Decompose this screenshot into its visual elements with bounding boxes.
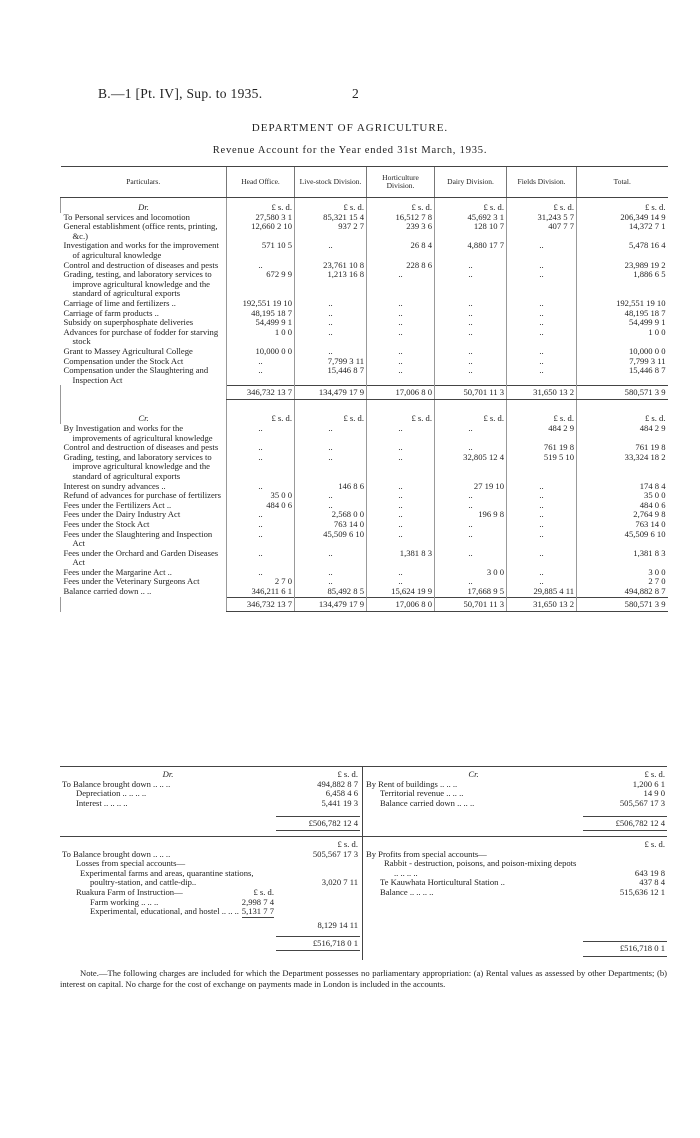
amount-cell: .. <box>227 366 295 385</box>
amount-cell: 10,000 0 0 <box>227 347 295 357</box>
amount-cell: .. <box>227 520 295 530</box>
total-cell: 134,479 17 9 <box>295 385 367 400</box>
amount-cell: 3 0 0 <box>435 568 507 578</box>
credit-totals <box>61 597 668 612</box>
amount-cell: 54,499 9 1 <box>227 318 295 328</box>
divider <box>362 766 363 960</box>
list-item: Rabbit - destruction, poisons, and poison-mixing depots .. .. .. .. 643 19 8 <box>384 858 665 878</box>
amount-cell: 146 8 6 <box>295 482 367 492</box>
list-item: Balance carried down .. .. .. 505,567 17 3 <box>380 797 665 808</box>
amount-cell: .. <box>435 577 507 587</box>
credit-label: Cr. <box>468 769 479 779</box>
totals-row <box>61 385 668 400</box>
lsd-header: £ s. d. <box>507 400 577 424</box>
amount-cell: .. <box>367 443 435 453</box>
amount-cell: .. <box>507 347 577 357</box>
column-header: Particulars. <box>61 167 227 198</box>
credit-label: Cr. <box>61 400 227 424</box>
amount-cell: .. <box>367 530 435 549</box>
amount-cell: 16,512 7 8 <box>367 213 435 223</box>
amount-cell: 937 2 7 <box>295 222 367 241</box>
amount-cell: .. <box>367 347 435 357</box>
lsd-header: £ s. d. <box>295 400 367 424</box>
row-particulars: Fees under the Fertilizers Act .. <box>63 499 172 510</box>
amount-cell: .. <box>227 453 295 482</box>
amount-cell: 484 2 9 <box>577 424 668 443</box>
lsd-header: £ s. d. <box>577 400 668 424</box>
amount-cell: .. <box>507 491 577 501</box>
amount-cell: 1 0 0 <box>227 328 295 347</box>
amount-cell: .. <box>367 510 435 520</box>
amount-cell: .. <box>435 520 507 530</box>
column-header: Head Office. <box>227 167 295 198</box>
amount-cell: .. <box>367 309 435 319</box>
total-cell: 17,006 8 0 <box>367 597 435 612</box>
amount-cell: .. <box>507 357 577 367</box>
amount-cell: 7,799 3 11 <box>577 357 668 367</box>
amount-cell: 407 7 7 <box>507 222 577 241</box>
list-item: By Profits from special accounts— <box>366 848 487 859</box>
amount-cell: 54,499 9 1 <box>577 318 668 328</box>
amount-cell: 192,551 19 10 <box>227 299 295 309</box>
amount-cell: .. <box>227 549 295 568</box>
row-particulars: Compensation under the Slaughtering and Inspection Act <box>63 365 209 385</box>
amount-cell: 763 14 0 <box>295 520 367 530</box>
list-item: Interest .. .. .. .. 5,441 19 3 <box>76 797 358 808</box>
amount-cell: .. <box>507 261 577 271</box>
amount-cell: .. <box>367 520 435 530</box>
amount-cell: 761 19 8 <box>577 443 668 453</box>
amount-cell: 15,446 8 7 <box>577 366 668 385</box>
amount-cell: 761 19 8 <box>507 443 577 453</box>
total-cell: 580,571 3 9 <box>577 597 668 612</box>
amount-cell: .. <box>435 270 507 299</box>
amount-cell: 4,880 17 7 <box>435 241 507 260</box>
amount-cell: .. <box>367 357 435 367</box>
amount-cell: .. <box>295 443 367 453</box>
row-particulars: Fees under the Slaughtering and Inspection Act <box>63 528 213 549</box>
table-header-row <box>61 167 668 198</box>
amount-cell: 27,580 3 1 <box>227 213 295 223</box>
amount-cell: .. <box>295 453 367 482</box>
list-item: Balance .. .. .. .. 515,636 12 1 <box>380 886 665 897</box>
totals-row <box>61 597 668 612</box>
amount-cell: 2 7 0 <box>227 577 295 587</box>
amount-cell: .. <box>227 530 295 549</box>
amount-cell: 206,349 14 9 <box>577 213 668 223</box>
table-row <box>61 424 668 443</box>
amount-cell: .. <box>507 328 577 347</box>
profit-loss-credit <box>364 770 667 831</box>
amount-cell: 45,509 6 10 <box>295 530 367 549</box>
amount-cell: 23,761 10 8 <box>295 261 367 271</box>
debit-label: Dr. <box>162 769 174 779</box>
amount-cell: .. <box>295 577 367 587</box>
list-item: Farm working .. .. .. 2,998 7 4 <box>90 896 274 907</box>
amount-cell: 484 0 6 <box>227 501 295 511</box>
amount-cell: .. <box>367 424 435 443</box>
amount-cell: .. <box>435 347 507 357</box>
amount-cell: 192,551 19 10 <box>577 299 668 309</box>
amount-cell: 1,381 8 3 <box>577 549 668 568</box>
credit-heading-row <box>61 400 668 424</box>
table-row <box>61 241 668 260</box>
amount-cell: 3 0 0 <box>577 568 668 578</box>
row-particulars: Interest on sundry advances .. <box>63 480 166 491</box>
amount-cell: .. <box>227 261 295 271</box>
list-item: To Balance brought down .. .. .. 505,567 17 3 <box>62 848 358 859</box>
amount-cell: 519 5 10 <box>507 453 577 482</box>
total-cell: 17,006 8 0 <box>367 385 435 400</box>
amount-cell: .. <box>435 309 507 319</box>
debit-heading-row <box>61 198 668 213</box>
amount-cell: 1,213 16 8 <box>295 270 367 299</box>
list-item: Experimental farms and areas, quarantine stations, poultry-station, and cattle-dip.. 3,020 7 11 <box>80 867 358 888</box>
amount-cell: 17,668 9 5 <box>435 587 507 597</box>
amount-cell: .. <box>367 270 435 299</box>
amount-cell: .. <box>227 424 295 443</box>
amount-cell: .. <box>435 424 507 443</box>
amount-cell: 346,211 6 1 <box>227 587 295 597</box>
amount-cell: .. <box>295 491 367 501</box>
amount-cell: 26 8 4 <box>367 241 435 260</box>
amount-cell: 10,000 0 0 <box>577 347 668 357</box>
row-particulars: Balance carried down .. .. <box>63 586 152 597</box>
row-particulars: General establishment (office rents, printing, &c.) <box>63 221 218 241</box>
amount-cell: .. <box>435 501 507 511</box>
total-cell: 50,701 11 3 <box>435 385 507 400</box>
revenue-account-table <box>60 166 668 612</box>
column-header: Fields Division. <box>507 167 577 198</box>
lsd-header: £ s. d. <box>367 198 435 213</box>
amount-cell: .. <box>507 549 577 568</box>
amount-cell: 2,764 9 8 <box>577 510 668 520</box>
amount-cell: .. <box>367 299 435 309</box>
amount-cell: .. <box>295 241 367 260</box>
row-particulars: To Personal services and locomotion <box>63 211 190 222</box>
total-cell: 31,650 13 2 <box>507 597 577 612</box>
table-row <box>61 328 668 347</box>
amount-cell: 29,885 4 11 <box>507 587 577 597</box>
amount-cell: .. <box>367 318 435 328</box>
amount-cell: 45,692 3 1 <box>435 213 507 223</box>
table-row <box>61 549 668 568</box>
lsd-header: £ s. d. <box>507 198 577 213</box>
amount-cell: .. <box>435 261 507 271</box>
amount-cell: .. <box>227 510 295 520</box>
amount-cell: .. <box>507 299 577 309</box>
row-particulars: Fees under the Stock Act <box>63 518 150 529</box>
list-item: Experimental, educational, and hostel .. .. .. 5,131 7 7 <box>90 906 274 917</box>
amount-cell: 27 19 10 <box>435 482 507 492</box>
amount-cell: 228 8 6 <box>367 261 435 271</box>
amount-cell: 35 0 0 <box>227 491 295 501</box>
list-item: Depreciation .. .. .. .. 6,458 4 6 <box>76 788 358 799</box>
debit-section <box>61 198 668 386</box>
debit-totals <box>61 385 668 400</box>
amount-cell: 239 3 6 <box>367 222 435 241</box>
amount-cell: 1,381 8 3 <box>367 549 435 568</box>
amount-cell: 14,372 7 1 <box>577 222 668 241</box>
table-row <box>61 270 668 299</box>
account-total: £506,782 12 4 <box>276 816 360 831</box>
total-cell: 346,732 13 7 <box>227 385 295 400</box>
amount-cell: .. <box>507 309 577 319</box>
divider <box>60 766 667 767</box>
amount-cell: .. <box>227 357 295 367</box>
amount-cell: 12,660 2 10 <box>227 222 295 241</box>
amount-cell: .. <box>435 549 507 568</box>
lsd-header: £ s. d. <box>435 198 507 213</box>
amount-cell: .. <box>435 318 507 328</box>
total-cell: 346,732 13 7 <box>227 597 295 612</box>
list-item: Losses from special accounts— <box>76 858 186 869</box>
amount-cell: .. <box>295 347 367 357</box>
amount-cell: .. <box>367 453 435 482</box>
amount-cell: .. <box>295 328 367 347</box>
amount-cell: .. <box>295 309 367 319</box>
row-particulars: Compensation under the Stock Act <box>63 355 184 366</box>
amount-cell: .. <box>367 491 435 501</box>
document-code: B.—1 [Pt. IV], Sup. to 1935. <box>98 86 263 101</box>
amount-cell: .. <box>507 510 577 520</box>
amount-cell: .. <box>367 366 435 385</box>
row-particulars: Grading, testing, and laboratory services to improve agricultural knowledge and the standard of agricultural exports <box>63 269 212 299</box>
lsd-header: £ s. d. <box>227 198 295 213</box>
amount-cell: .. <box>507 501 577 511</box>
table-row <box>61 453 668 482</box>
row-particulars: Grading, testing, and laboratory services to improve agricultural knowledge and the standard of agricultural exports <box>63 451 212 481</box>
row-particulars: Refund of advances for purchase of fertilizers <box>63 490 221 501</box>
total-cell: 50,701 11 3 <box>435 597 507 612</box>
amount-cell: .. <box>295 318 367 328</box>
amount-cell: 5,478 16 4 <box>577 241 668 260</box>
amount-cell: 763 14 0 <box>577 520 668 530</box>
row-particulars: Investigation and works for the improvement of agricultural knowledge <box>63 240 219 260</box>
amount-cell: .. <box>295 424 367 443</box>
debit-label: Dr. <box>61 198 227 213</box>
amount-cell: 35 0 0 <box>577 491 668 501</box>
amount-cell: .. <box>227 443 295 453</box>
row-particulars: Subsidy on superphosphate deliveries <box>63 317 194 328</box>
table-row <box>61 587 668 597</box>
row-particulars: Fees under the Dairy Industry Act <box>63 509 181 520</box>
amount-cell: .. <box>295 549 367 568</box>
table-row <box>61 510 668 520</box>
amount-cell: 32,805 12 4 <box>435 453 507 482</box>
amount-cell: 15,446 8 7 <box>295 366 367 385</box>
amount-cell: .. <box>435 491 507 501</box>
amount-cell: 85,321 15 4 <box>295 213 367 223</box>
row-particulars: By Investigation and works for the improvements of agricultural knowledge <box>63 422 213 443</box>
amount-cell: 484 2 9 <box>507 424 577 443</box>
lsd-header: £ s. d. <box>227 400 295 424</box>
amount-cell: 1 0 0 <box>577 328 668 347</box>
amount-cell: .. <box>435 530 507 549</box>
total-cell: 134,479 17 9 <box>295 597 367 612</box>
amount-cell: .. <box>507 568 577 578</box>
amount-cell: 2,568 0 0 <box>295 510 367 520</box>
lsd-header: £ s. d. <box>367 400 435 424</box>
footnote: Note.—The following charges are included for which the Department possesses no parliamentary appropriation: (a) Rental values as assessed by other Departments; (b) interest on capital. No charge for the cost of exchange on payments made in London is included in the accounts. <box>60 968 667 989</box>
amount-cell: .. <box>367 577 435 587</box>
amount-cell: 23,989 19 2 <box>577 261 668 271</box>
amount-cell: .. <box>435 328 507 347</box>
amount-cell: .. <box>367 328 435 347</box>
amount-cell: .. <box>295 501 367 511</box>
amount-cell: 484 0 6 <box>577 501 668 511</box>
row-particulars: Control and destruction of diseases and pests <box>63 259 219 270</box>
balance-debit: £ s. d. To Balance brought down .. .. .. 505,567 17 3 Losses from special accounts— Experimental farms and areas, quarantine stations, poultry-station, and cattle-dip.. 3,020 7 11 Ruakura Farm of Instruction— £ s. d. Farm working .. .. .. 2,998 7 4 Experimental, educational, and hostel .. .. .. 5,131 7 7 8,129 14 11 £516,718 0 1 <box>60 840 360 951</box>
list-item: To Balance brought down .. .. .. 494,882 8 7 <box>62 778 358 789</box>
account-total: £516,718 0 1 <box>276 936 360 951</box>
amount-cell: 85,492 8 5 <box>295 587 367 597</box>
amount-cell: .. <box>227 568 295 578</box>
amount-cell: .. <box>367 482 435 492</box>
amount-cell: .. <box>295 299 367 309</box>
amount-cell: .. <box>507 482 577 492</box>
column-header: Horticulture Division. <box>367 167 435 198</box>
amount-cell: .. <box>507 270 577 299</box>
row-particulars: Carriage of lime and fertilizers .. <box>63 297 176 308</box>
account-total: £506,782 12 4 <box>583 816 667 831</box>
amount-cell: .. <box>367 568 435 578</box>
amount-cell: .. <box>507 241 577 260</box>
amount-cell: 15,624 19 9 <box>367 587 435 597</box>
amount-cell: 1,886 6 5 <box>577 270 668 299</box>
lsd-header: £ s. d. <box>644 769 665 779</box>
amount-cell: .. <box>435 299 507 309</box>
amount-cell: 7,799 3 11 <box>295 357 367 367</box>
amount-cell: 31,243 5 7 <box>507 213 577 223</box>
amount-cell: 48,195 18 7 <box>577 309 668 319</box>
amount-cell: .. <box>507 577 577 587</box>
page-title: DEPARTMENT OF AGRICULTURE. <box>251 122 449 134</box>
table-row <box>61 530 668 549</box>
amount-cell: .. <box>435 366 507 385</box>
amount-cell: 174 8 4 <box>577 482 668 492</box>
divider <box>60 836 667 837</box>
amount-cell: .. <box>507 366 577 385</box>
column-header: Dairy Division. <box>435 167 507 198</box>
amount-cell: .. <box>227 482 295 492</box>
amount-cell: 494,882 8 7 <box>577 587 668 597</box>
amount-cell: .. <box>295 568 367 578</box>
lsd-header: £ s. d. <box>577 198 668 213</box>
page-number: 2 <box>352 86 359 101</box>
total-cell: 31,650 13 2 <box>507 385 577 400</box>
amount-cell: .. <box>507 520 577 530</box>
table-row <box>61 577 668 587</box>
row-particulars: Fees under the Margarine Act .. <box>63 566 172 577</box>
list-item: Te Kauwhata Horticultural Station .. 437 8 4 <box>380 877 665 888</box>
amount-cell: 33,324 18 2 <box>577 453 668 482</box>
amount-cell: 571 10 5 <box>227 241 295 260</box>
row-particulars: Grant to Massey Agricultural College <box>63 345 193 356</box>
lsd-header: £ s. d. <box>295 198 367 213</box>
row-particulars: Control and destruction of diseases and pests <box>63 442 219 453</box>
column-header: Live-stock Division. <box>295 167 367 198</box>
list-item: Territorial revenue .. .. .. 14 9 0 <box>380 788 665 799</box>
account-total: £516,718 0 1 <box>583 942 667 957</box>
row-particulars: Advances for purchase of fodder for starving stock <box>63 326 219 347</box>
total-cell: 580,571 3 9 <box>577 385 668 400</box>
amount-cell: .. <box>507 530 577 549</box>
page-subtitle: Revenue Account for the Year ended 31st March, 1935. <box>212 145 488 156</box>
amount-cell: .. <box>367 501 435 511</box>
table-row <box>61 222 668 241</box>
amount-cell: 672 9 9 <box>227 270 295 299</box>
amount-cell: .. <box>435 357 507 367</box>
amount-cell: 128 10 7 <box>435 222 507 241</box>
amount-cell: 2 7 0 <box>577 577 668 587</box>
amount-cell: .. <box>507 318 577 328</box>
profit-loss-debit <box>60 770 360 831</box>
lsd-header: £ s. d. <box>435 400 507 424</box>
lsd-header: £ s. d. <box>337 769 358 779</box>
amount-cell: 48,195 18 7 <box>227 309 295 319</box>
list-item: Ruakura Farm of Instruction— £ s. d. <box>76 886 274 897</box>
amount-cell: 196 9 8 <box>435 510 507 520</box>
amount-cell: .. <box>435 443 507 453</box>
balance-credit: £ s. d. By Profits from special accounts— Rabbit - destruction, poisons, and poison-mixing depots .. .. .. .. 643 19 8 Te Kauwhata Horticultural Station .. 437 8 4 Balance .. .. .. .. 515,636 12 1 £516,718 0 1 <box>364 840 667 957</box>
row-particulars: Carriage of farm products .. <box>63 307 159 318</box>
column-header: Total. <box>577 167 668 198</box>
table-row <box>61 366 668 385</box>
credit-section <box>61 400 668 597</box>
list-item: By Rent of buildings .. .. .. 1,200 6 1 <box>366 778 665 789</box>
amount-cell: 45,509 6 10 <box>577 530 668 549</box>
row-particulars: Fees under the Orchard and Garden Diseases Act <box>63 547 219 568</box>
row-particulars: Fees under the Veterinary Surgeons Act <box>63 576 200 587</box>
